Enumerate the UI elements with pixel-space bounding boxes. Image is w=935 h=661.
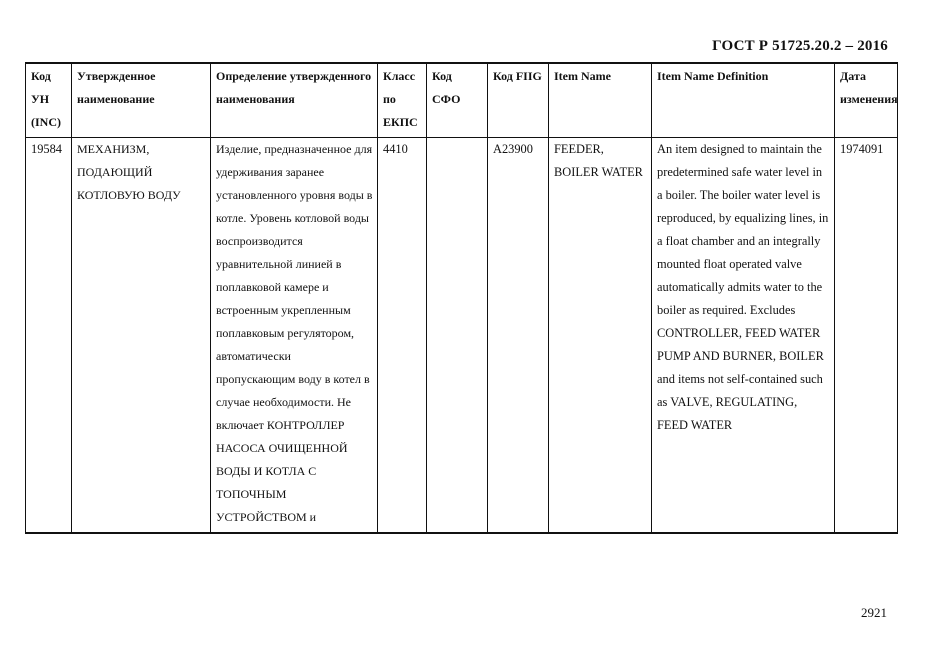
cell-item-name: FEEDER, BOILER WATER — [549, 137, 652, 533]
header-ekps-class: Класс по ЕКПС — [378, 63, 427, 137]
table-row — [26, 137, 898, 533]
cell-sfo-code — [427, 137, 488, 533]
cell-inc: 19584 — [26, 137, 72, 533]
nomenclature-table — [25, 62, 898, 534]
header-approved-name: Утвержденное наименование — [72, 63, 211, 137]
header-inc: Код УН (INC) — [26, 63, 72, 137]
header-fiig-code: Код FIIG — [488, 63, 549, 137]
header-change-date: Дата изменения — [835, 63, 898, 137]
header-item-name-definition: Item Name Definition — [652, 63, 835, 137]
page-number: 2921 — [861, 605, 887, 620]
header-sfo-code: Код СФО — [427, 63, 488, 137]
header-definition: Определение утвержденного наименования — [211, 63, 378, 137]
cell-item-name-definition: An item designed to maintain the predetermined safe water level in a boiler. The boiler water level is reproduced, by equalizing lines, in a float chamber and an integrally mounted float operated valve automatically admits water to the boiler as required. Excludes CONTROLLER, FEED WATER PUMP AND BURNER, BOILER and items not self-contained such as VALVE, REGULATING, FEED WATER — [652, 137, 835, 533]
standard-title: ГОСТ Р 51725.20.2 – 2016 — [712, 38, 888, 54]
cell-definition-ru: Изделие, предназначенное для удерживания заранее установленного уровня воды в котле. Уровень котловой воды воспроизводится уравнительной линией в поплавковой камере и встроенным укрепленным поплавковым регулятором, автоматически пропускающим воду в котел в случае необходимости. Не включает КОНТРОЛЛЕР НАСОСА ОЧИЩЕННОЙ ВОДЫ И КОТЛА С ТОПОЧНЫМ УСТРОЙСТВОМ и — [211, 137, 378, 533]
header-item-name: Item Name — [549, 63, 652, 137]
cell-fiig-code: A23900 — [488, 137, 549, 533]
cell-ekps-class: 4410 — [378, 137, 427, 533]
cell-change-date: 1974091 — [835, 137, 898, 533]
table-header-row — [26, 63, 898, 137]
cell-approved-name: МЕХАНИЗМ, ПОДАЮЩИЙ КОТЛОВУЮ ВОДУ — [72, 137, 211, 533]
